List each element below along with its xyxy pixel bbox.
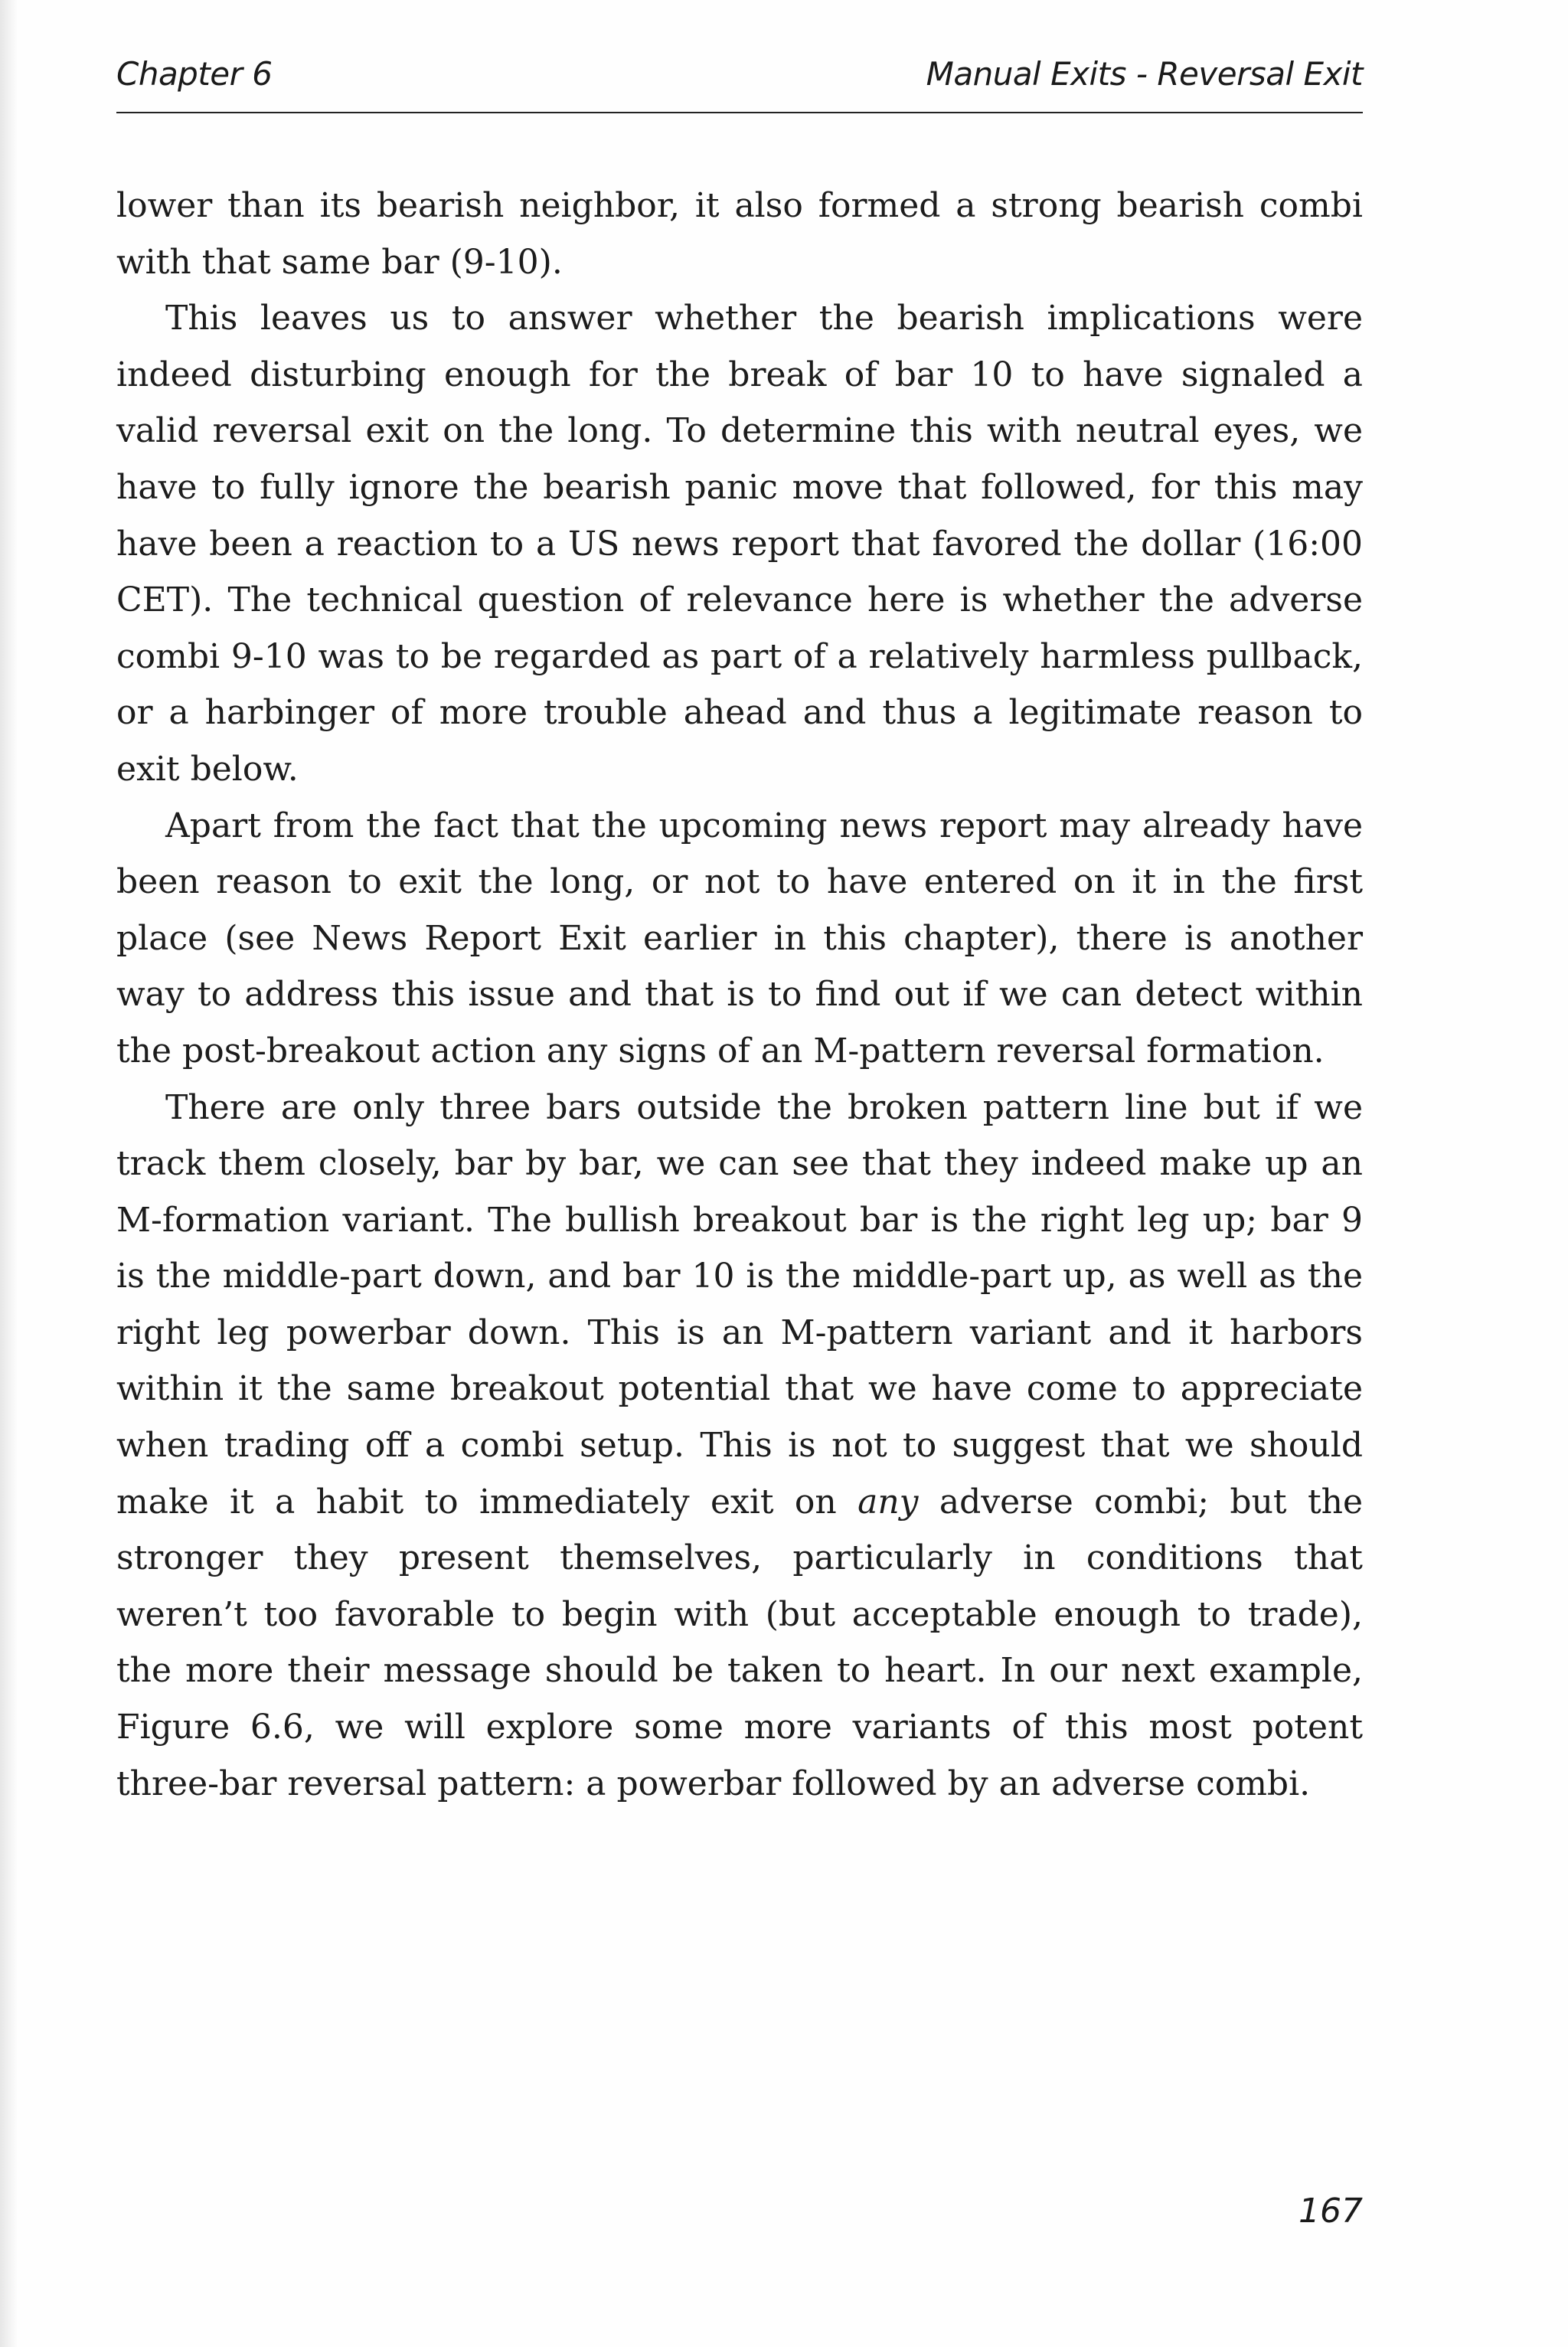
paragraph-4 (116, 1080, 1363, 1813)
paragraph-4-part-1: There are only three bars outside the broken pattern line but if we track them closely, bar by bar, we can see that they indeed make up an M-formation variant. The bullish breakout bar is the right leg up; bar 9 is the middle-part down, and bar 10 is the middle-part up, as well as the right leg powerbar down. This is an M-pattern variant and it harbors within it the same breakout potential that we have come to appreciate when trading off a combi setup. This is not to suggest that we should make it a habit to immediately exit on (116, 1087, 1363, 1522)
body-text (116, 178, 1363, 1812)
paragraph-4-part-2: adverse combi; but the stronger they present themselves, particularly in conditions that weren’t too favorable to begin with (but acceptable enough to trade), the more their message should be taken to heart. In our next example, Figure 6.6, we will explore some more variants of this most potent three-bar reversal pattern: a powerbar followed by an adverse combi. (116, 1482, 1363, 1803)
page-gutter-shadow (0, 0, 17, 2347)
section-title: Manual Exits - Reversal Exit (926, 55, 1363, 93)
emphasis-any: any (858, 1482, 919, 1522)
paragraph-3: Apart from the fact that the upcoming news report may already have been reason to exit the long, or not to have entered on it in the first place (see News Report Exit earlier in this chapter), there is another way to address this issue and that is to find out if we can detect within the post-breakout action any signs of an M-pattern reversal formation. (116, 806, 1363, 1071)
header-rule (116, 112, 1363, 113)
paragraph-2: This leaves us to answer whether the bearish implications were indeed disturbing enough for the break of bar 10 to have signaled a valid reversal exit on the long. To determine this with neutral eyes, we have to fully ignore the bearish panic move that followed, for this may have been a reaction to a US news report that favored the dollar (16:00 CET). The technical question of relevance here is whether the adverse combi 9-10 was to be regarded as part of a relatively harmless pullback, or a harbinger of more trouble ahead and thus a legitimate reason to exit below. (116, 299, 1363, 789)
page-number: 167 (1298, 2192, 1363, 2231)
paragraph-1: lower than its bearish neighbor, it also formed a strong bearish combi with that same bar (9-10). (116, 186, 1363, 282)
chapter-label: Chapter 6 (116, 55, 273, 93)
running-header (116, 47, 1363, 109)
